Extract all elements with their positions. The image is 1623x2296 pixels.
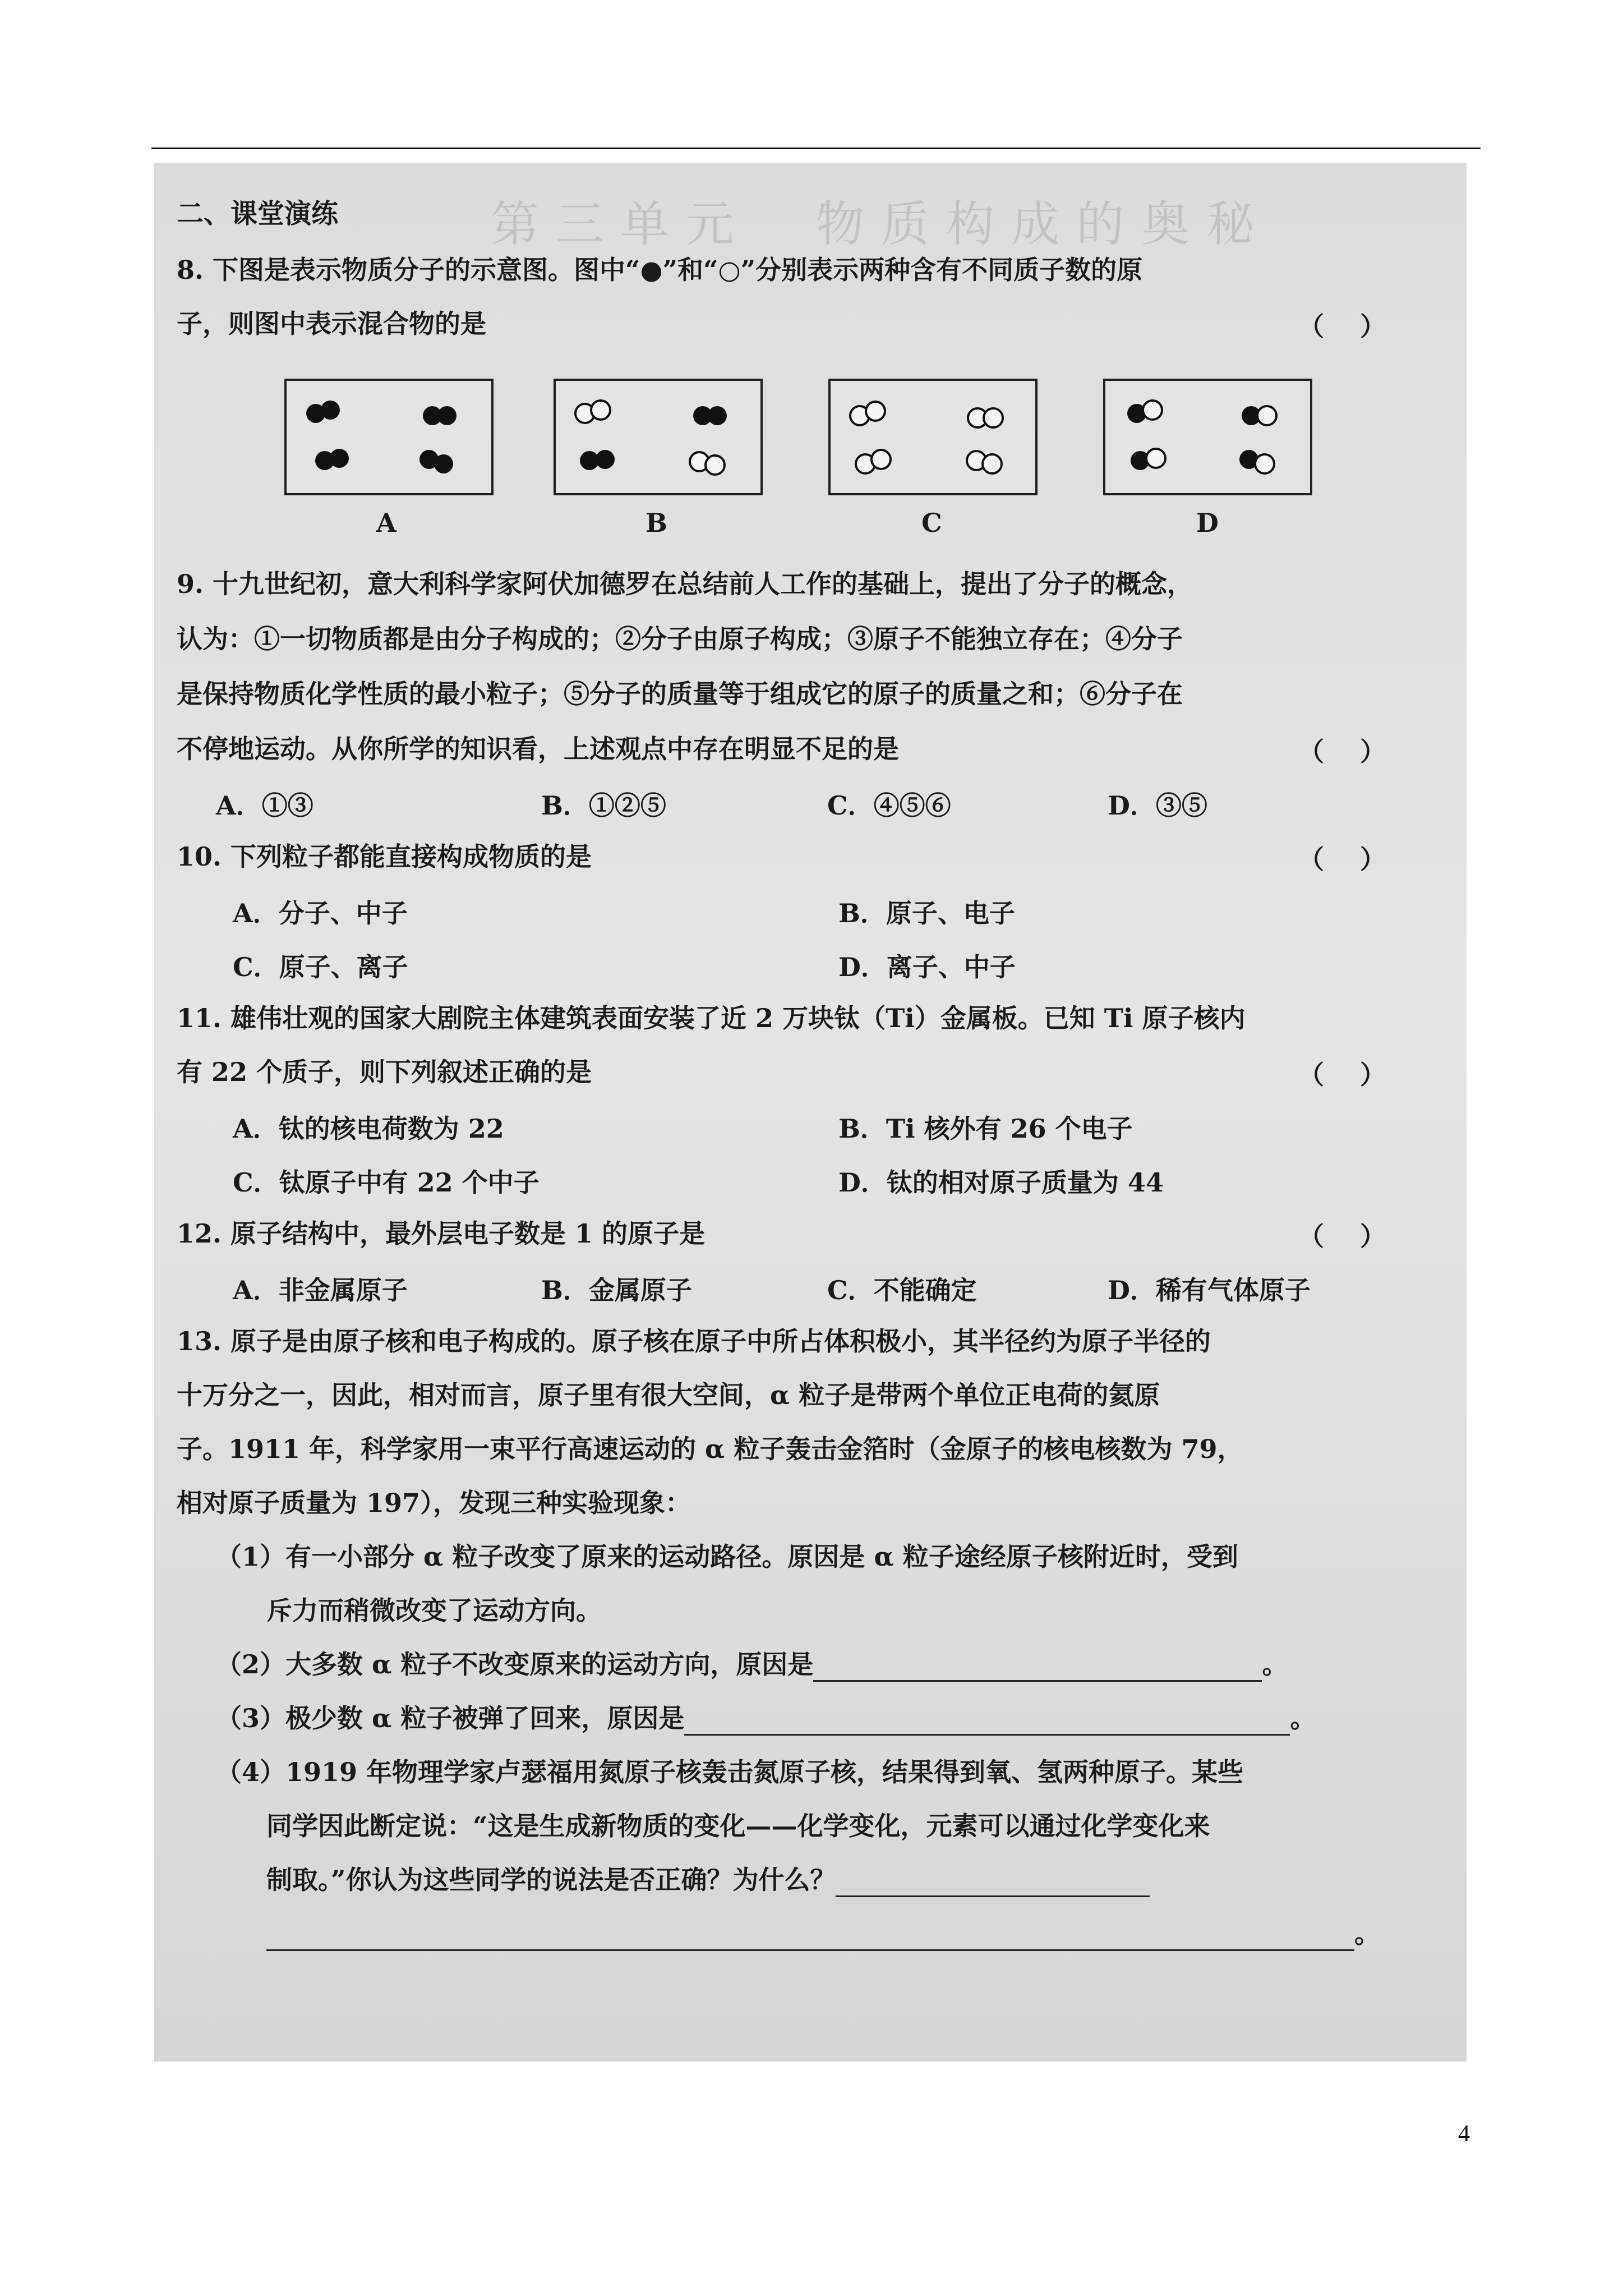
q9-line1: 9. 十九世纪初，意大利科学家阿伏加德罗在总结前人工作的基础上，提出了分子的概念， — [177, 569, 1193, 599]
section-title: 二、课堂演练 — [177, 198, 339, 229]
q11-option-b: B．Ti 核外有 26 个电子 — [838, 1114, 1133, 1144]
diagram-a — [284, 379, 494, 495]
q13-part1-line2: 斥力而稍微改变了运动方向。 — [266, 1595, 602, 1626]
q11-option-c: C．钛原子中有 22 个中子 — [233, 1167, 540, 1198]
bleed-through-text: 第三单元 物质构成的奥秘 — [491, 196, 1271, 252]
q8-line1: 8. 下图是表示物质分子的示意图。图中“●”和“○”分别表示两种含有不同质子数的原 — [177, 255, 1143, 285]
q11-line1: 11. 雄伟壮观的国家大剧院主体建筑表面安装了近 2 万块钛（Ti）金属板。已知 Ti 原子核内 — [177, 1003, 1246, 1033]
q13-part3-period: 。 — [1290, 1703, 1316, 1733]
header-rule — [151, 148, 1481, 149]
q11-option-a: A．钛的核电荷数为 22 — [233, 1114, 504, 1144]
q9-line3: 是保持物质化学性质的最小粒子；⑤分子的质量等于组成它的原子的质量之和；⑥分子在 — [177, 679, 1183, 709]
q9-line2: 认为：①一切物质都是由分子构成的；②分子由原子构成；③原子不能独立存在；④分子 — [177, 624, 1183, 654]
q13-part4-answer-blank-2[interactable] — [266, 1927, 1354, 1951]
q13-part2-answer-blank[interactable] — [813, 1658, 1262, 1682]
q12-answer-bracket: （ ） — [1298, 1221, 1386, 1251]
q13-line1: 13. 原子是由原子核和电子构成的。原子核在原子中所占体积极小，其半径约为原子半径的 — [177, 1326, 1211, 1356]
q8-line2: 子，则图中表示混合物的是 — [177, 309, 486, 339]
q13-part3-answer-blank[interactable] — [684, 1711, 1290, 1736]
q13-part2 — [216, 1647, 1288, 1682]
q9-answer-bracket: （ ） — [1298, 737, 1386, 767]
q13-part4-line3 — [266, 1862, 1150, 1897]
q11-option-d: D．钛的相对原子质量为 44 — [838, 1167, 1164, 1198]
q13-part3 — [216, 1701, 1316, 1736]
q13-part1-line1: （1）有一小部分 α 粒子改变了原来的运动路径。原因是 α 粒子途经原子核附近时，受到 — [216, 1542, 1238, 1572]
q10-answer-bracket: （ ） — [1298, 844, 1386, 875]
q9-line4: 不停地运动。从你所学的知识看，上述观点中存在明显不足的是 — [177, 734, 899, 764]
q12-option-a: A．非金属原子 — [233, 1275, 408, 1305]
q10-option-a: A．分子、中子 — [233, 898, 408, 928]
q13-part4-line2: 同学因此断定说：“这是生成新物质的变化——化学变化，元素可以通过化学变化来 — [266, 1811, 1210, 1841]
diagram-a-label: A — [376, 508, 396, 538]
diagram-d-label: D — [1196, 508, 1219, 538]
q13-part3-text: （3）极少数 α 粒子被弹了回来，原因是 — [216, 1703, 685, 1733]
q11-line2: 有 22 个质子，则下列叙述正确的是 — [177, 1057, 592, 1087]
q13-part4-line1: （4）1919 年物理学家卢瑟福用氮原子核轰击氮原子核，结果得到氧、氢两种原子。某些 — [216, 1757, 1244, 1787]
q12-option-b: B．金属原子 — [541, 1275, 692, 1305]
diagram-d — [1103, 379, 1312, 495]
q13-part4-line4 — [266, 1916, 1380, 1951]
q12-option-c: C．不能确定 — [827, 1275, 977, 1305]
diagram-b — [554, 379, 763, 495]
diagram-b-label: B — [645, 508, 667, 538]
q13-part4-text: 制取。”你认为这些同学的说法是否正确？为什么？ — [266, 1865, 836, 1895]
q13-part4-answer-blank-1[interactable] — [836, 1873, 1150, 1897]
q13-line2: 十万分之一，因此，相对而言，原子里有很大空间，α 粒子是带两个单位正电荷的氦原 — [177, 1380, 1160, 1410]
page-number: 4 — [1458, 2121, 1470, 2147]
q13-part2-text: （2）大多数 α 粒子不改变原来的运动方向，原因是 — [216, 1649, 814, 1680]
q10-option-b: B．原子、电子 — [838, 898, 1015, 928]
q13-line3: 子。1911 年，科学家用一束平行高速运动的 α 粒子轰击金箔时（金原子的核电核数为 79， — [177, 1434, 1243, 1464]
q10-option-d: D．离子、中子 — [838, 952, 1016, 982]
q11-answer-bracket: （ ） — [1298, 1060, 1386, 1090]
q10-line1: 10. 下列粒子都能直接构成物质的是 — [177, 841, 592, 872]
q9-option-a: A．①③ — [216, 790, 313, 821]
q9-option-b: B．①②⑤ — [541, 790, 666, 821]
q12-line1: 12. 原子结构中，最外层电子数是 1 的原子是 — [177, 1218, 706, 1249]
scanned-worksheet — [154, 163, 1467, 2062]
q9-option-d: D．③⑤ — [1108, 790, 1207, 821]
q9-option-c: C．④⑤⑥ — [827, 790, 951, 821]
q8-answer-bracket: （ ） — [1298, 311, 1386, 342]
q13-part2-period: 。 — [1262, 1649, 1288, 1680]
diagram-c — [828, 379, 1038, 495]
q12-option-d: D．稀有气体原子 — [1108, 1275, 1311, 1305]
q13-part4-period: 。 — [1354, 1918, 1380, 1949]
q10-option-c: C．原子、离子 — [233, 952, 408, 982]
diagram-c-label: C — [921, 508, 942, 538]
q13-line4: 相对原子质量为 197），发现三种实验现象： — [177, 1488, 691, 1518]
